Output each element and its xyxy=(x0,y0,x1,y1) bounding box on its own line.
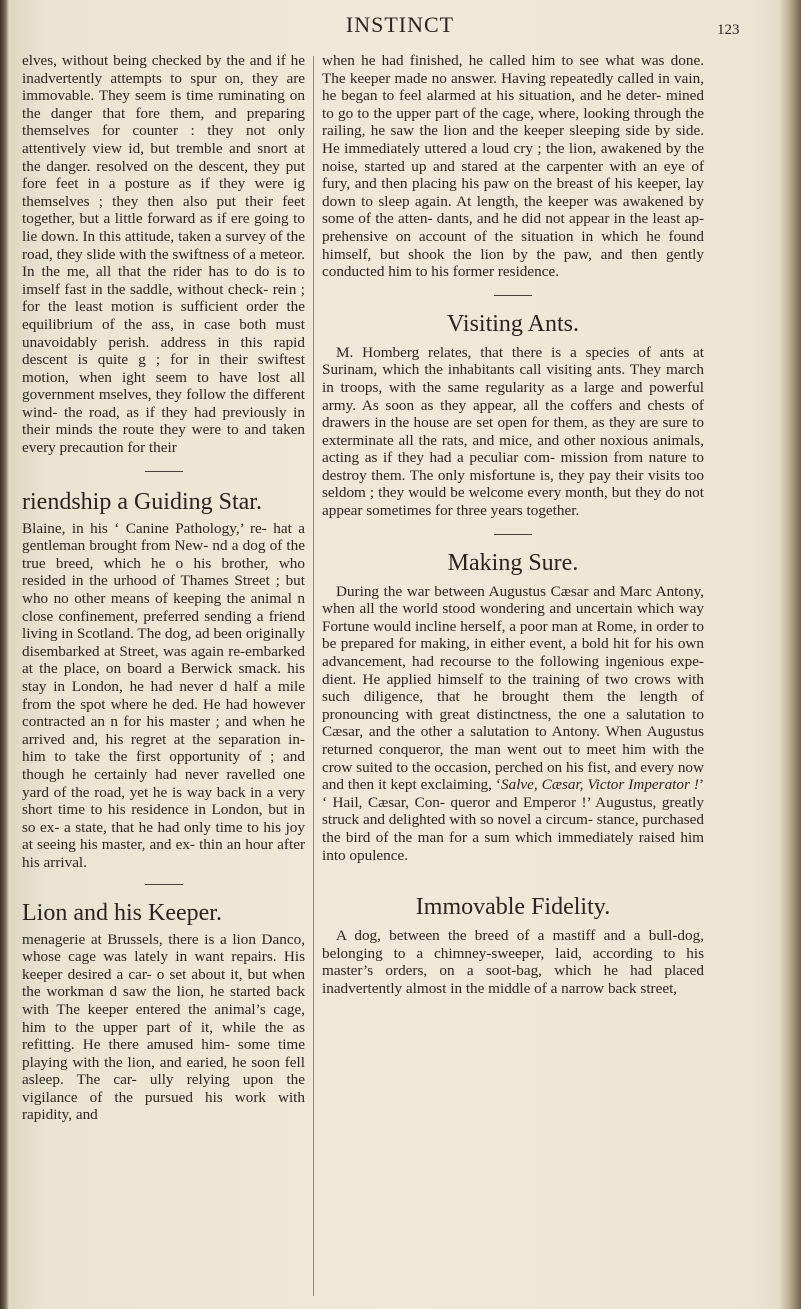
section-rule xyxy=(145,884,183,885)
left-column xyxy=(22,52,305,1124)
section-rule xyxy=(494,534,532,535)
heading-immovable-fidelity: Immovable Fidelity. xyxy=(415,894,611,921)
running-head xyxy=(0,10,801,44)
right-column xyxy=(322,52,704,998)
running-title: INSTINCT xyxy=(345,12,455,37)
heading-friendship-guiding-star: riendship a Guiding Star. xyxy=(22,488,262,515)
page-edge-shadow xyxy=(779,0,801,1309)
book-spine-shadow xyxy=(0,0,9,1309)
left-paragraph-ass-descent: elves, without being checked by the and if he inadvertently attempts to spur on, they are immovable. They seem is time ruminating on the danger that fore them, and preparing themselves for counter : they not only attentively view id, but tremble and snort at the danger. resolved on the descent, they put fore feet in a posture as if they were ig themselves ; they then also put their feet together, but a little forward as if ere going to lie down. In this attitude, taken a survey of the road, they slide with the swiftness of a meteor. In the me, all that the rider has to do is to imself fast in the saddle, without check- rein ; for the least motion is sufficient order the equilibrium of the ass, in case both must unavoidably perish. address in this rapid descent is quite g ; for in their swiftest motion, when ight seem to have lost all government mselves, they follow the different wind- the road, as if they had previously in their minds the route they were to and taken every precaution for their xyxy=(22,52,305,457)
crows-text-a: During the war between Augustus Cæsar and Marc Antony, when all the world stood wondering and uncertain which way Fortune would incline herself, a poor man at Rome, in order to be prepared for making, in either event, a bold hit for his own advancement, had recourse to the following ingenious expe- dient. He applied himself to the training of two crows with such diligence, that he brought them the length of pronouncing with great distinctness, the one a salutation to Cæsar, and the other a salutation to Antony. When Augustus returned conqueror, the man went out to meet him with the crow suited to the occasion, perched on his fist, and every now and then it kept exclaiming, ‘ xyxy=(322,582,704,794)
crow-salutation: Salve, Cæsar, Victor Imperator ! xyxy=(501,776,699,794)
section-rule xyxy=(145,471,183,472)
right-paragraph-crows xyxy=(322,583,704,865)
section-rule xyxy=(494,295,532,296)
right-paragraph-lion-continued: when he had finished, he called him to see what was done. The keeper made no answer. Having repeatedly called in vain, he began to feel alarmed at his situation, and he deter- mined to go to the upper part of the cage, where, looking through the railing, he saw the lion and the keeper sleeping side by side. He immediately uttered a loud cry ; the lion, awakened by the noise, started up and stared at the carpenter with an eye of fury, and then placing his paw on the breast of his keeper, lay down to sleep again. At length, the keeper was awakened by some of the atten- dants, and he did not appear in the least ap- prehensive on account of the situation in which he found himself, but shook the lion by the paw, and then gently conducted him to his former residence. xyxy=(322,52,704,281)
heading-lion-keeper: Lion and his Keeper. xyxy=(22,899,222,926)
heading-visiting-ants: Visiting Ants. xyxy=(447,310,579,337)
heading-making-sure: Making Sure. xyxy=(447,549,579,576)
right-paragraph-dog: A dog, between the breed of a mastiff and a bull-dog, belonging to a chimney-sweeper, laid, according to his master’s orders, on a soot-bag, which he had placed inadvertently almost in the middle of a narrow back street, xyxy=(322,927,704,997)
right-paragraph-ants: M. Homberg relates, that there is a species of ants at Surinam, which the inhabitants call visiting ants. They march in troops, with the same regularity as a large and powerful army. As soon as they appear, all the coffers and chests of drawers in the house are set open for them, as they are sure to exterminate all the rats, and mice, and other noxious animals, acting as if they had a peculiar com- mission from nature to destroy them. The only misfortune is, they pay their visits too seldom ; they would be welcome every month, but they do not appear sometimes for three years together. xyxy=(322,343,704,520)
left-paragraph-friendship: Blaine, in his ‘ Canine Pathology,’ re- hat a gentleman brought from New- nd a dog of the true breed, which he o his brother, who resided in the urhood of Thames Street ; but who no other means of keeping the animal n close confinement, preferred sending a friend living in Scotland. The dog, ad been originally disembarked at Street, was again re-embarked at the place, on board a Berwick smack. his stay in London, he had never d half a mile from the spot where he ded. He had however contracted an n for his master ; and when he arrived and, his regret at the separation in- him to take the first opportunity of ; and though he certainly had never ravelled one yard of the road, yet he is way back in a very short time to his residence in London, but in so ex- a state, that he had only time to his joy at seeing his master, and ex- thin an hour after his arrival. xyxy=(22,519,305,871)
column-divider xyxy=(313,56,314,1296)
crows-text-b: ’ ‘ Hail, Cæsar, Con- queror and Emperor !’ Augustus, greatly struck and delighted with so novel a circum- stance, purchased the bird of the man for a sum which immediately raised him into opulence. xyxy=(322,776,705,864)
left-paragraph-lion: menagerie at Brussels, there is a lion Danco, whose cage was lately in want repairs. His keeper desired a car- o set about it, but when the workman d saw the lion, he started back with The keeper entered the animal’s cage, him to the upper part of it, while the as refitting. He there amused him- some time playing with the lion, and earied, he soon fell asleep. The car- ully relying upon the vigilance of the pursued his work with rapidity, and xyxy=(22,930,305,1124)
page-number: 123 xyxy=(717,22,740,38)
